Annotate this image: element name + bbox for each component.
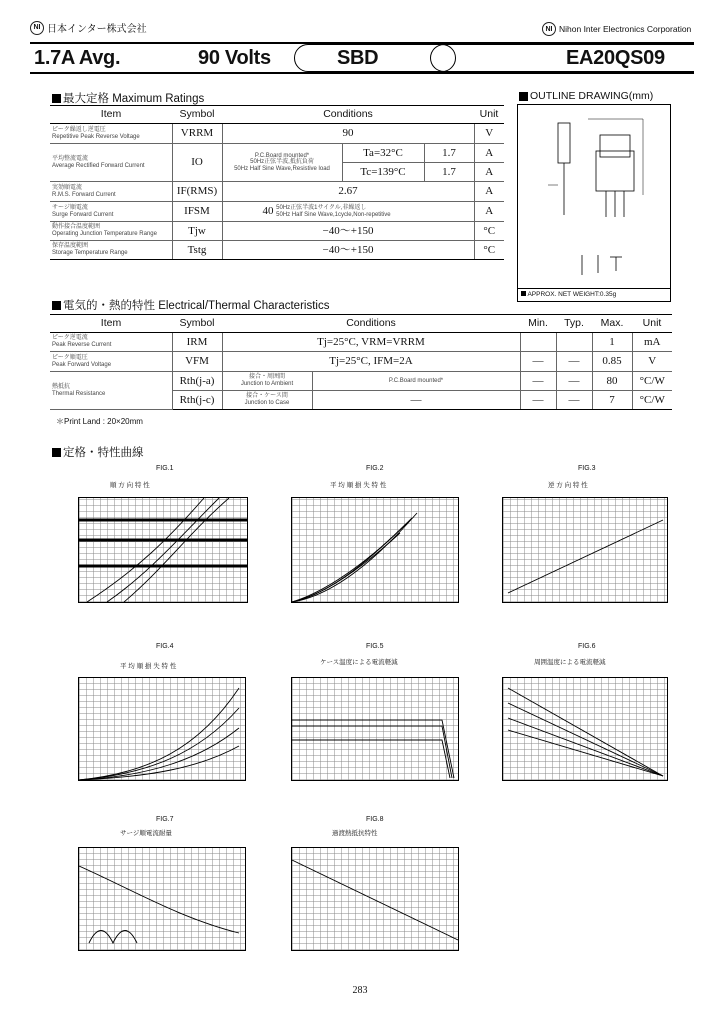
value: −40～+150 [222,241,474,260]
table-row [50,222,504,241]
elec-title: 電気的・熱的特性 Electrical/Thermal Characteristics [63,300,330,312]
elec-table [50,314,672,410]
col-unit: Unit [632,315,672,333]
square-bullet-icon [521,291,526,296]
unit: mA [632,333,672,352]
unit: °C [474,222,504,241]
net-weight [518,288,670,300]
left-brand [30,20,147,35]
square-bullet-icon [52,94,61,103]
outline-heading [519,90,653,102]
table-row [50,352,672,372]
fig-3-curves [503,498,667,602]
fig-1-chart [78,497,248,603]
max-ratings-table [50,105,504,260]
unit: A [474,202,504,222]
item-jp: 平均整流電流 [52,155,89,162]
unit: A [474,144,504,163]
title-current: 1.7A Avg. [34,47,121,69]
elec-heading [52,297,329,313]
cond-b: Junction to Case [244,400,290,406]
symbol: IO [172,144,222,182]
fig-8-chart [291,847,459,951]
symbol: IF(RMS) [172,182,222,202]
col-conditions: Conditions [222,106,474,124]
package-outline-icon [518,105,670,287]
item-en: Thermal Resistance [52,390,106,397]
item-en: Surge Forward Current [52,211,114,218]
col-symbol: Symbol [172,106,222,124]
cond-a: 接合・ケース間 [246,393,288,400]
cond-a: 接合・周囲間 [248,374,285,381]
outline-drawing-box [517,104,671,302]
min: — [520,391,556,410]
min [520,333,556,352]
table-row [50,241,504,260]
max: 7 [592,391,632,410]
item-jp: ピーク逆電流 [52,335,88,342]
unit: °C/W [632,391,672,410]
fig-7-chart [78,847,246,951]
max: 80 [592,372,632,391]
unit: A [474,163,504,182]
condition: — [312,391,520,410]
title-type: SBD [337,47,379,69]
item-en: Peak Reverse Current [52,342,112,348]
part-pill [430,44,694,72]
col-item: Item [50,315,172,333]
symbol: Tjw [172,222,222,241]
item-jp: サージ順電流 [52,204,88,211]
item-jp: 動作接合温度範囲 [52,224,101,231]
item-en: Peak Forward Voltage [52,361,112,368]
curves-title: 定格・特性曲線 [63,447,144,459]
outline-title: OUTLINE DRAWING(mm) [530,90,654,102]
item-jp: ピーク繰返し逆電圧 [52,126,106,133]
table-row [50,144,504,163]
fig-6-label: FIG.6 [578,643,596,650]
fig-5-chart [291,677,459,781]
item-en: R.M.S. Forward Current [52,191,116,198]
unit: °C/W [632,372,672,391]
item-en: Average Rectified Forward Current [52,162,145,169]
fig-5-title: ケース温度による電流軽減 [320,659,398,666]
condition: Tj=25°C, VRM=VRRM [222,333,520,352]
curves-heading [52,444,144,460]
fig-3-title: 逆 方 向 特 性 [548,482,588,489]
note: P.C.Board mounted* [254,152,310,159]
square-bullet-icon [519,92,528,101]
fig-7-label: FIG.7 [156,816,174,823]
value: 1.7 [424,144,474,163]
value: 2.67 [222,182,474,202]
table-row [50,372,672,391]
title-band [30,42,694,74]
value: 1.7 [424,163,474,182]
unit: V [632,352,672,372]
col-symbol: Symbol [172,315,222,333]
note: 50Hz Half Sine Wave,Resistive load [234,165,330,172]
symbol: VFM [172,352,222,372]
title-voltage: 90 Volts [198,47,271,69]
symbol: Rth(j-c) [172,391,222,410]
max-ratings-title: 最大定格 Maximum Ratings [63,93,205,105]
item-en: Storage Temperature Range [52,250,128,256]
condition: Tc=139°C [342,163,424,182]
fig-2-label: FIG.2 [366,465,384,472]
table-row [50,333,672,352]
min: — [520,372,556,391]
ni-logo-icon: NI [542,22,556,36]
note: 50Hz正弦半波1サイクル,非繰返し [276,204,367,211]
item-jp: 保存温度範囲 [52,243,89,250]
value: −40～+150 [222,222,474,241]
fig-1-label: FIG.1 [156,465,174,472]
col-unit: Unit [474,106,504,124]
table-row [50,182,504,202]
fig-1-title: 順 方 向 特 性 [110,482,150,489]
item-jp: 熱抵抗 [52,383,71,390]
fig-4-chart [78,677,246,781]
value: 40 [262,205,274,218]
square-bullet-icon [52,448,61,457]
typ: — [556,352,592,372]
fig-8-curves [292,848,458,950]
fig-8-label: FIG.8 [366,816,384,823]
item-jp: 実効順電流 [52,184,83,191]
left-brand-text: 日本インター株式会社 [47,24,147,35]
col-conditions: Conditions [222,315,520,333]
value: 90 [222,124,474,144]
fig-5-label: FIG.5 [366,643,384,650]
fig-7-title: サージ順電流耐量 [120,830,172,837]
fig-6-curves [503,678,667,780]
col-max: Max. [592,315,632,333]
square-bullet-icon [52,301,61,310]
min: — [520,352,556,372]
title-part: EA20QS09 [566,47,665,69]
item-en: Operating Junction Temperature Range [52,231,157,237]
item-jp: ピーク順電圧 [52,354,88,361]
symbol: Rth(j-a) [172,372,222,391]
fig-2-title: 平 均 順 損 失 特 性 [330,482,387,489]
fig-4-label: FIG.4 [156,643,174,650]
fig-4-title: 平 均 順 損 失 特 性 [120,663,177,670]
unit: V [474,124,504,144]
condition: P.C.Board mounted* [388,377,444,384]
page-number: 283 [352,985,368,996]
fig-4-curves [79,678,245,780]
col-typ: Typ. [556,315,592,333]
item-en: Repetitive Peak Reverse Voltage [52,133,140,140]
condition: Tj=25°C, IFM=2A [222,352,520,372]
symbol: IFSM [172,202,222,222]
symbol: IRM [172,333,222,352]
fig-5-curves [292,678,458,780]
fig-3-label: FIG.3 [578,465,596,472]
symbol: Tstg [172,241,222,260]
max: 1 [592,333,632,352]
col-item: Item [50,106,172,124]
fig-3-chart [502,497,668,603]
right-brand [542,22,691,36]
net-weight-text: APPROX. NET WEIGHT:0.35g [527,291,617,298]
note: 50Hz Half Sine Wave,1cycle,Non-repetitive [276,211,391,218]
fig-2-chart [291,497,459,603]
footnote: ＊Print Land : 20×20mm [56,417,143,426]
typ [556,333,592,352]
symbol: VRRM [172,124,222,144]
fig-8-title: 過渡熱抵抗特性 [332,830,378,837]
table-row [50,202,504,222]
ni-logo-icon: NI [30,21,44,35]
fig-6-title: 周囲温度による電流軽減 [534,659,606,666]
unit: A [474,182,504,202]
max-ratings-heading [52,90,204,106]
typ: — [556,372,592,391]
fig-7-curves [79,848,245,950]
typ: — [556,391,592,410]
note: 50Hz正弦半波,抵抗負荷 [250,159,314,166]
table-row [50,124,504,144]
fig-6-chart [502,677,668,781]
right-brand-text: Nihon Inter Electronics Corporation [559,24,692,34]
col-min: Min. [520,315,556,333]
unit: °C [474,241,504,260]
fig-1-curves [79,498,247,602]
cond-b: Junction to Ambient [240,381,294,387]
fig-2-curves [292,498,458,602]
max: 0.85 [592,352,632,372]
condition: Ta=32°C [342,144,424,163]
